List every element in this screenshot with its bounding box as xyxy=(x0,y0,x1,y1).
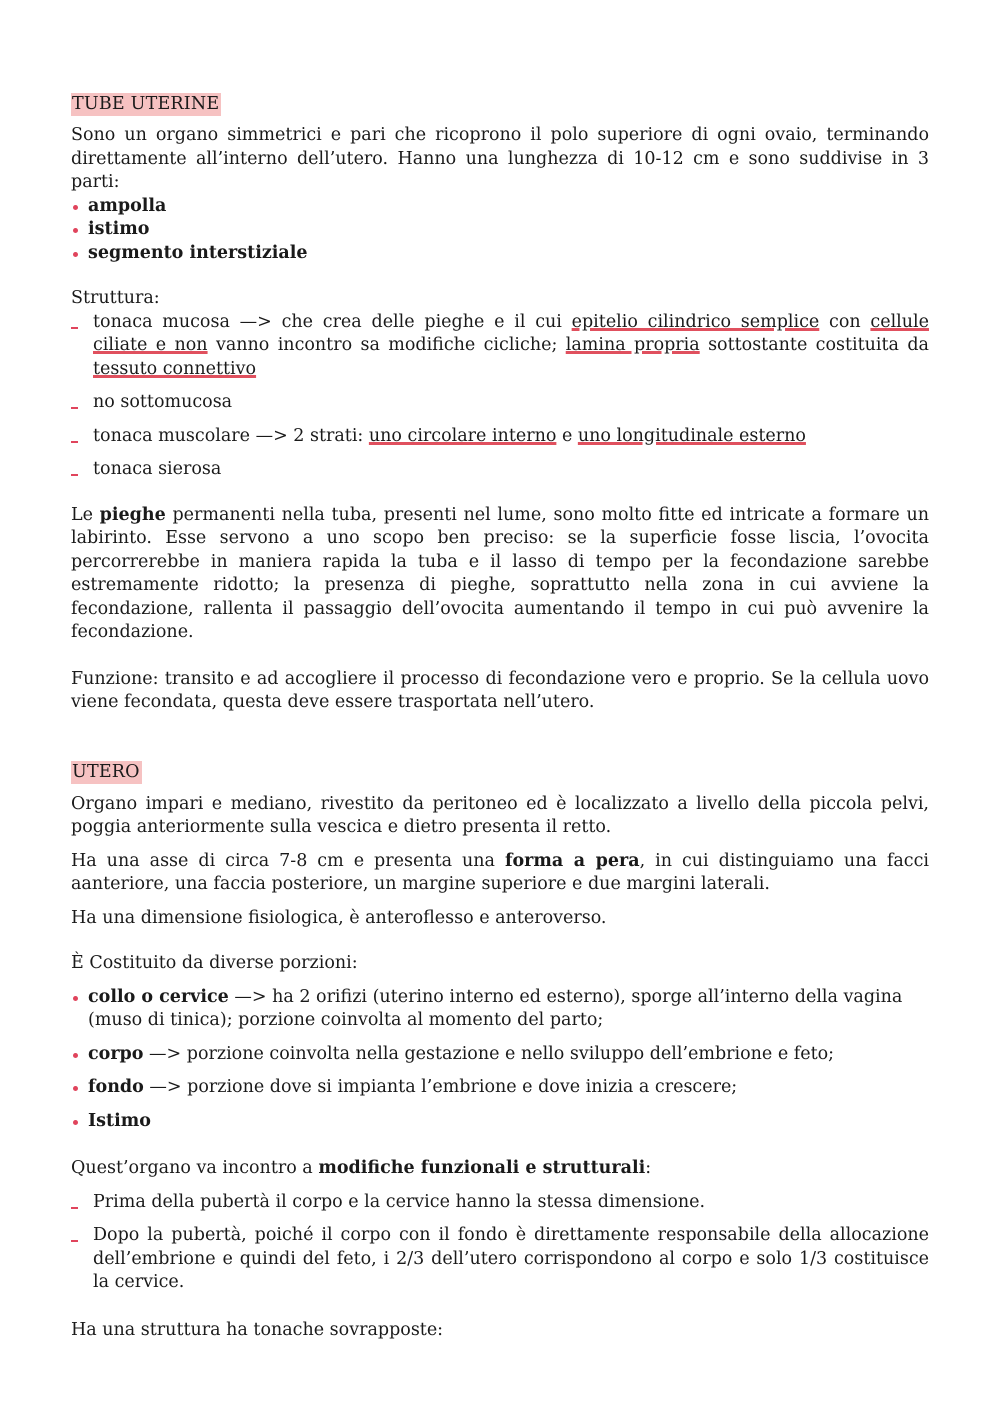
list-item: tonaca mucosa —> che crea delle pieghe e il cui epitelio cilindrico semplice con cellule ciliate e non vanno incontro sa modifiche cicliche; lamina propria sottostante costituita da tessuto connettivo xyxy=(71,311,929,382)
modifications-list xyxy=(71,1191,929,1295)
underlined-term: uno longitudinale esterno xyxy=(577,425,806,446)
underlined-term: lamina propria xyxy=(565,335,700,355)
list-item: Dopo la pubertà, poiché il corpo con il fondo è direttamente responsabile della allocazione dell’embrione e quindi del feto, i 2/3 dell’utero corrispondono al corpo e solo 1/3 costituisce la cervice. xyxy=(71,1224,929,1295)
section-title-tube-uterine: TUBE UTERINE xyxy=(72,94,220,114)
utero-paragraph-2: Ha una asse di circa 7-8 cm e presenta una forma a pera, in cui distinguiamo una facci aanteriore, una faccia posteriore, un margine superiore e due margini laterali. xyxy=(71,850,929,894)
function-paragraph: Funzione: transito e ad accogliere il processo di fecondazione vero e proprio. Se la cellula uovo viene fecondata, questa deve essere trasportata nell’utero. xyxy=(71,668,929,712)
list-item: ampolla xyxy=(71,195,929,219)
modifications-paragraph: Quest’organo va incontro a modifiche funzionali e strutturali: xyxy=(71,1158,652,1178)
structure-label: Struttura: xyxy=(71,288,160,308)
list-item: tonaca muscolare —> 2 strati: uno circolare interno e uno longitudinale esterno xyxy=(71,425,929,449)
underlined-term: epitelio cilindrico semplice xyxy=(571,311,820,332)
list-item: collo o cervice —> ha 2 orifizi (uterino interno ed esterno), sporge all’interno della vagina (muso di tinica); porzione coinvolta al momento del parto; xyxy=(71,986,929,1033)
list-item: segmento interstiziale xyxy=(71,242,929,266)
closing-paragraph: Ha una struttura ha tonache sovrapposte: xyxy=(71,1319,444,1340)
underlined-term: cellule ciliate e non xyxy=(93,311,929,355)
list-item: tonaca sierosa xyxy=(71,458,929,482)
underlined-term: tessuto connettivo xyxy=(93,358,257,379)
utero-paragraph-3: Ha una dimensione fisiologica, è anteroflesso e anteroverso. xyxy=(71,907,607,928)
list-item: no sottomucosa xyxy=(71,391,929,415)
document-content xyxy=(71,93,929,1342)
tube-parts-list xyxy=(71,195,929,266)
portions-list xyxy=(71,986,929,1134)
list-item: fondo —> porzione dove si impianta l’embrione e dove inizia a crescere; xyxy=(71,1076,929,1100)
list-item: corpo —> porzione coinvolta nella gestazione e nello sviluppo dell’embrione e feto; xyxy=(71,1043,929,1067)
portions-label: È Costituito da diverse porzioni: xyxy=(71,953,358,973)
utero-paragraph-1: Organo impari e mediano, rivestito da peritoneo ed è localizzato a livello della piccola pelvi, poggia anteriormente sulla vescica e dietro presenta il retto. xyxy=(71,793,929,837)
folds-paragraph: Le pieghe permanenti nella tuba, presenti nel lume, sono molto fitte ed intricate a formare un labirinto. Esse servono a uno scopo ben preciso: se la superficie fosse liscia, l’ovocita percorrerebbe in maniera rapida la tuba e il lasso di tempo per la fecondazione sarebbe estremamente ridotto; la presenza di pieghe, soprattutto nella zona in cui avviene la fecondazione, rallenta il passaggio dell’ovocita aumentando il tempo in cui può avvenire la fecondazione. xyxy=(71,504,929,642)
list-item: Prima della pubertà il corpo e la cervice hanno la stessa dimensione. xyxy=(71,1191,929,1215)
structure-list xyxy=(71,311,929,482)
list-item: Istimo xyxy=(71,1110,929,1134)
underlined-term: uno circolare interno xyxy=(368,425,557,446)
section-title-utero: UTERO xyxy=(72,761,140,782)
tube-intro-paragraph: Sono un organo simmetrici e pari che ricoprono il polo superiore di ogni ovaio, terminando direttamente all’interno dell’utero. Hanno una lunghezza di 10-12 cm e sono suddivise in 3 parti: xyxy=(71,125,929,192)
list-item: istimo xyxy=(71,218,929,242)
